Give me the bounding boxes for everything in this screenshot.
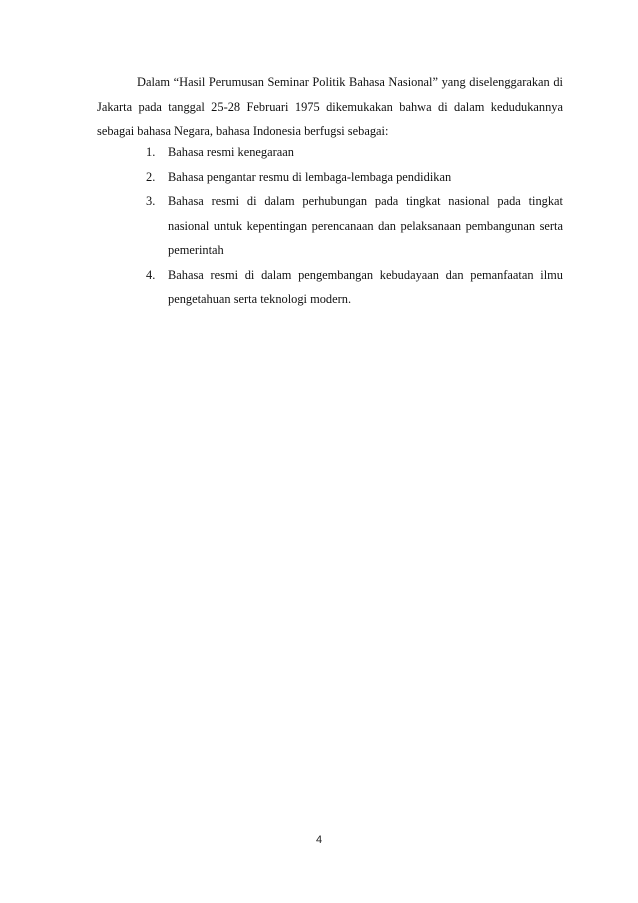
- function-list: [146, 140, 563, 312]
- list-marker: 4.: [146, 267, 156, 282]
- list-item-text: Bahasa resmi di dalam perhubungan pada tingkat nasional pada tingkat nasional untuk kepentingan perencanaan dan pelaksanaan pembangunan serta pemerintah: [168, 194, 563, 257]
- list-marker: 2.: [146, 169, 156, 184]
- list-item-2: [146, 165, 563, 190]
- list-marker: 3.: [146, 194, 156, 208]
- list-item-4: [146, 263, 563, 312]
- list-item-text: Bahasa resmi di dalam pengembangan kebudayaan dan pemanfaatan ilmu pengetahuan serta teknologi modern.: [168, 267, 563, 306]
- list-item-3: [146, 189, 563, 263]
- page-number: 4: [315, 834, 323, 846]
- list-marker: 1.: [146, 145, 156, 159]
- body-paragraph: Dalam “Hasil Perumusan Seminar Politik Bahasa Nasional” yang diselenggarakan di Jakarta pada tanggal 25-28 Februari 1975 dikemukakan bahwa di dalam kedudukannya sebagai bahasa Negara, bahasa Indonesia berfugsi sebagai:: [97, 75, 563, 138]
- list-item-1: [146, 140, 563, 165]
- list-item-text: Bahasa resmi kenegaraan: [168, 145, 294, 159]
- list-item-text: Bahasa pengantar resmu di lembaga-lembaga pendidikan: [168, 169, 452, 184]
